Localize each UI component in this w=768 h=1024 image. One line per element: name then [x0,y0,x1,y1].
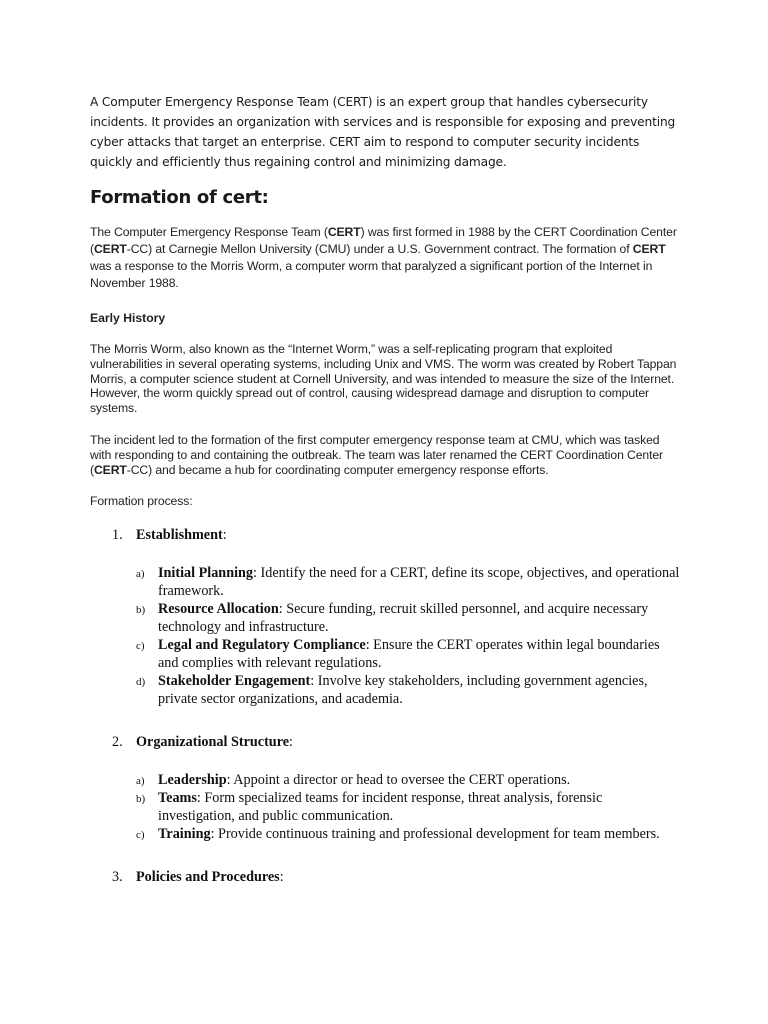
section-title [136,527,680,544]
formation-text-4: was a response to the Morris Worm, a computer worm that paralyzed a significant portion of the Internet in November 1988. [90,259,653,290]
section-establishment [90,527,680,708]
list-item [136,789,680,825]
item-letter: b) [136,604,146,617]
item-term: Resource Allocation [158,601,279,618]
item-term: Legal and Regulatory Compliance [158,637,366,654]
formation-text-3: -CC) at Carnegie Mellon University (CMU) under a U.S. Government contract. The formation of [126,242,633,256]
early-history-paragraph-1: The Morris Worm, also known as the “Internet Worm,” was a self-replicating program that exploited vulnerabilities in several operating systems, including Unix and VMS. The worm was created by Robert Tappan Morris, a computer science student at Cornell University, and was intended to measure the size of the Internet. However, the worm quickly spread out of control, causing widespread damage and disruption to computer systems. [90,342,677,416]
formation-bold-1: CERT [327,225,361,239]
section-policies-procedures [90,869,680,886]
formation-paragraph [90,224,680,292]
item-letter: a) [136,568,145,581]
item-term: Initial Planning [158,565,254,582]
section-title-text: Policies and Procedures [136,869,280,886]
early-history-text-a: The incident led to the formation of the first computer emergency response team at CMU, which was tasked with responding to and containing the outbreak. The team was later renamed the CERT Coordination Center ( [90,432,664,477]
item-desc: : Appoint a director or head to oversee the CERT operations. [226,772,571,789]
section-title-colon: : [222,527,227,544]
early-history-heading: Early History [90,311,166,325]
section-title-text: Organizational Structure [136,734,290,751]
list-item [136,825,680,843]
section-number: 2. [112,734,123,751]
formation-heading: Formation of cert: [90,187,269,208]
list-item [136,564,680,600]
item-desc: : Provide continuous training and professional development for team members. [210,826,660,843]
item-desc: : Identify the need for a CERT, define its scope, objectives, and operational framework. [158,565,680,600]
establishment-sublist [136,564,680,708]
list-item [136,636,680,672]
list-item [136,600,680,636]
section-title [136,734,680,751]
section-title-colon: : [289,734,293,751]
formation-text-1: The Computer Emergency Response Team ( [90,225,328,239]
intro-paragraph: A Computer Emergency Response Team (CERT) is an expert group that handles cybersecurity incidents. It provides an organization with services and is responsible for exposing and preventing cyber attacks that target an enterprise. CERT aim to respond to computer security incidents quickly and efficiently thus regaining control and minimizing damage. [90,95,676,169]
formation-bold-2: CERT [93,242,127,256]
item-letter: b) [136,793,146,806]
item-letter: c) [136,640,145,653]
item-desc: : Involve key stakeholders, including government agencies, private sector organizations, and academia. [158,673,648,708]
section-title-text: Establishment [136,527,223,544]
section-number: 3. [112,869,123,886]
section-number: 1. [112,527,123,544]
formation-text-2: ) was first formed in 1988 by the CERT Coordination Center ( [90,225,677,256]
section-title [136,869,680,886]
item-term: Training [158,826,211,843]
section-title-colon: : [279,869,284,886]
early-history-bold: CERT [93,462,127,477]
section-organizational-structure [90,734,680,843]
item-term: Teams [158,790,197,807]
item-letter: a) [136,775,145,788]
formation-process-list [90,527,680,886]
list-item [136,672,680,708]
early-history-paragraph-2 [90,433,680,477]
document-page [90,92,680,906]
item-term: Leadership [158,772,227,789]
list-item [136,771,680,789]
formation-bold-3: CERT [632,242,666,256]
early-history-text-c: -CC) and became a hub for coordinating computer emergency response efforts. [126,462,549,477]
item-letter: d) [136,676,146,689]
item-letter: c) [136,829,145,842]
formation-process-label: Formation process: [90,494,193,509]
item-desc: : Ensure the CERT operates within legal boundaries and complies with relevant regulations. [158,637,660,672]
organizational-sublist [136,771,680,843]
item-term: Stakeholder Engagement [158,673,311,690]
item-desc: : Secure funding, recruit skilled personnel, and acquire necessary technology and infrastructure. [158,601,649,636]
item-desc: : Form specialized teams for incident response, threat analysis, forensic investigation, and public communication. [158,790,603,825]
